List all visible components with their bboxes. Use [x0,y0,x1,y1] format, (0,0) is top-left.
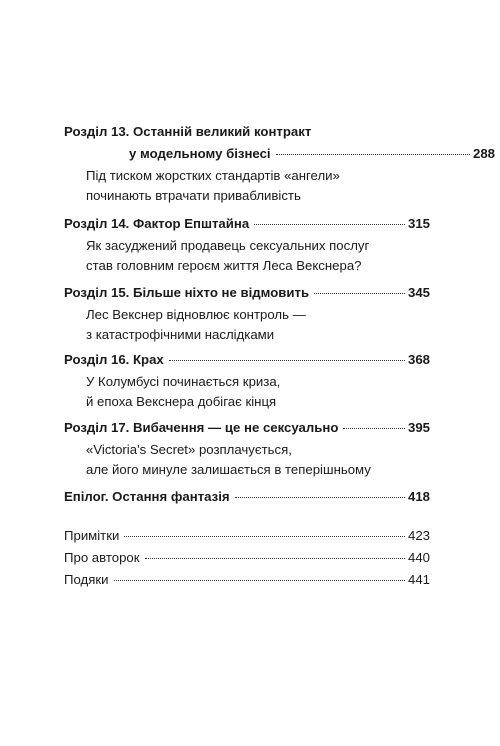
toc-page-number: 315 [407,216,430,231]
toc-entry-chapter-13-title-line1[interactable] [64,123,430,141]
toc-entry-chapter-16[interactable] [64,351,430,369]
toc-entry-about-authors[interactable] [64,549,430,567]
toc-page-number: 345 [407,285,430,300]
toc-entry-subtitle: й епоха Векснера добігає кінця [86,394,277,409]
toc-entry-chapter-13[interactable] [64,145,495,163]
dot-leader [169,360,405,361]
toc-entry-chapter-15[interactable] [64,284,430,302]
toc-page-number: 418 [407,489,430,504]
toc-entry-title: Розділ 17. Вибачення — це не сексуально [64,420,339,435]
toc-entry-subtitle: став головним героєм життя Леса Векснера? [86,258,362,273]
toc-entry-chapter-17[interactable] [64,419,430,437]
toc-entry-subtitle: «Victoria's Secret» розплачується, [86,442,292,457]
toc-entry-title: Розділ 13. Останній великий контракт [64,124,312,139]
toc-entry-title: Епілог. Остання фантазія [64,489,230,504]
toc-entry-epilogue[interactable] [64,488,430,506]
toc-page-number: 441 [407,572,430,587]
dot-leader [254,224,405,225]
toc-page-number: 368 [407,352,430,367]
dot-leader [145,558,405,559]
toc-page-number: 288 [472,146,495,161]
toc-entry-subtitle: Під тиском жорстких стандартів «ангели» [86,168,340,183]
dot-leader [314,293,405,294]
toc-entry-subtitle: Як засуджений продавець сексуальних послуг [86,238,370,253]
dot-leader [114,580,405,581]
toc-entry-subtitle: У Колумбусі починається криза, [86,374,281,389]
toc-entry-subtitle: Лес Векснер відновлює контроль — [86,307,306,322]
toc-entry-subtitle: але його минуле залишається в теперішньому [86,462,371,477]
dot-leader [276,154,470,155]
toc-entry-subtitle: з катастрофічними наслідками [86,327,275,342]
toc-page-number: 423 [407,528,430,543]
toc-entry-acknowledgements[interactable] [64,571,430,589]
toc-entry-title: Про авторок [64,550,140,565]
toc-page-number: 395 [407,420,430,435]
toc-entry-title: Розділ 16. Крах [64,352,164,367]
toc-entry-title: Розділ 14. Фактор Епштайна [64,216,250,231]
toc-entry-title: Примітки [64,528,120,543]
toc-entry-chapter-14[interactable] [64,215,430,233]
dot-leader [235,497,405,498]
toc-entry-notes[interactable] [64,527,430,545]
toc-page-number: 440 [407,550,430,565]
toc-entry-title: Розділ 15. Більше ніхто не відмовить [64,285,310,300]
toc-entry-subtitle: починають втрачати привабливість [86,188,301,203]
dot-leader [343,428,405,429]
toc-entry-title: Подяки [64,572,109,587]
dot-leader [124,536,405,537]
toc-entry-title: у модельному бізнесі [129,146,271,161]
